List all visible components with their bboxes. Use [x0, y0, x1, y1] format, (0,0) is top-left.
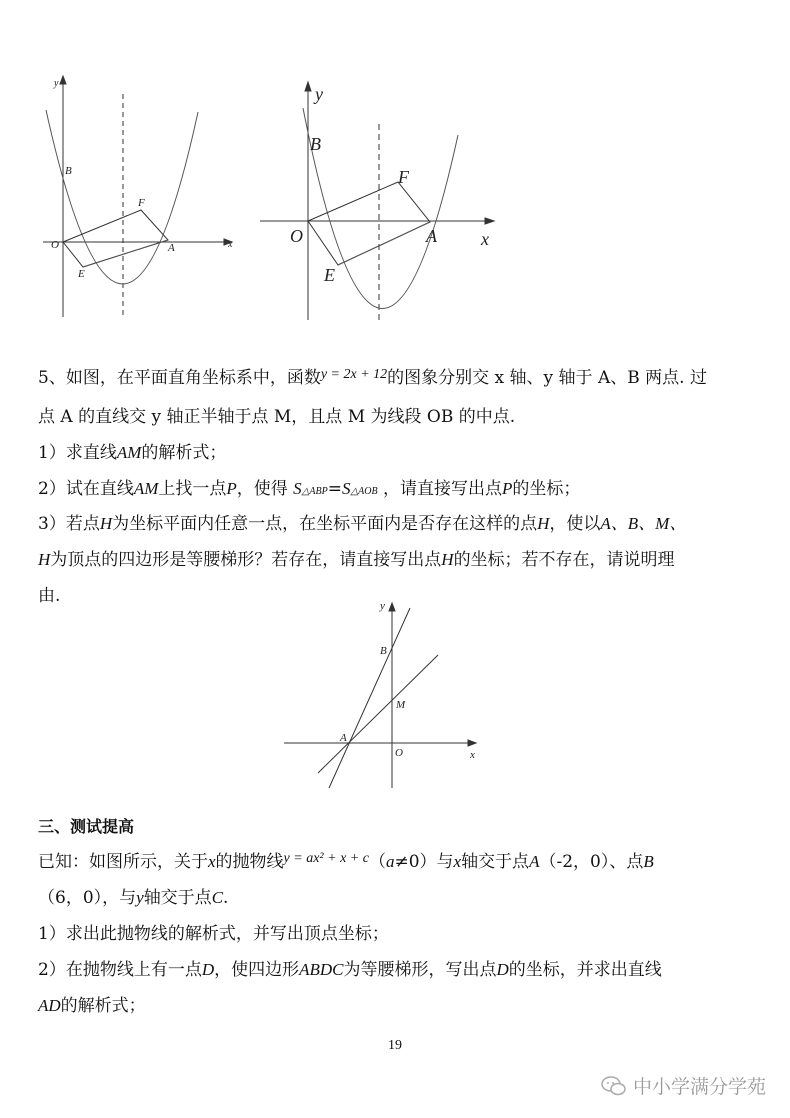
var: A、B、M、 [600, 514, 687, 533]
text: 2）在抛物线上有一点 [38, 960, 202, 980]
text: 的解析式； [60, 996, 146, 1016]
var: x [453, 852, 462, 871]
watermark-text: 中小学满分学苑 [632, 1076, 766, 1098]
text: ，使得 [236, 479, 288, 499]
problem5-question2 [38, 477, 758, 504]
var: AM [116, 443, 142, 462]
problem5-line2 [38, 405, 758, 429]
section3-question2-cont [38, 994, 758, 1018]
var: H [38, 550, 51, 569]
text: ，使四边形 [214, 960, 300, 980]
y-axis-arrow [60, 76, 66, 84]
var: H [99, 514, 113, 533]
text: 2）试在直线 [38, 479, 134, 499]
label-x: x [228, 239, 233, 250]
label-O: O [290, 226, 303, 246]
label-A: A [168, 242, 175, 254]
var: A [529, 852, 540, 871]
x-axis-arrow [485, 218, 494, 224]
section3-question2 [38, 958, 758, 982]
text: ，使以 [549, 514, 601, 534]
text: （6，0），与 [38, 888, 137, 908]
var: ABDC [299, 960, 344, 979]
text: 的解析式； [141, 443, 227, 463]
figure-lines [280, 598, 480, 793]
var: AM [133, 479, 159, 498]
line-AM [318, 655, 438, 773]
var: y [136, 888, 144, 907]
figure-parabola-large [258, 80, 503, 325]
text: 的坐标； [512, 479, 581, 499]
rectangle-OEAF [308, 182, 430, 265]
label-E: E [78, 268, 85, 280]
text: 为等腰梯形，写出点 [343, 960, 497, 980]
var: P [501, 479, 513, 498]
label-y: y [315, 84, 323, 104]
line-AB [329, 608, 410, 788]
label-B: B [65, 165, 72, 177]
text: ，请直接写出点 [382, 479, 502, 499]
var: H [537, 514, 550, 533]
y-axis-arrow [389, 603, 395, 611]
text: 由. [38, 586, 61, 606]
x-axis-arrow [468, 740, 476, 746]
label-B: B [310, 134, 321, 154]
watermark [601, 1072, 766, 1099]
var: P [226, 479, 237, 498]
section3-question1 [38, 922, 758, 946]
var: AD [38, 996, 61, 1015]
section-title: 三、测试提高 [38, 817, 135, 836]
section3-line2 [38, 886, 758, 910]
segment-EF [83, 240, 168, 267]
label-O: O [395, 747, 403, 759]
parabola-curve [46, 110, 198, 284]
label-F: F [138, 197, 145, 209]
problem5-question3 [38, 512, 758, 536]
text: 1）求出此抛物线的解析式，并写出顶点坐标； [38, 924, 389, 944]
text: 3）若点 [38, 514, 100, 534]
var: H [441, 550, 454, 569]
label-F: F [398, 167, 409, 187]
segment-EA [338, 222, 430, 265]
text: （-2，0）、点 [539, 852, 644, 872]
label-O: O [51, 239, 59, 251]
text: 为坐标平面内任意一点，在坐标平面内是否存在这样的点 [112, 514, 538, 534]
label-x: x [481, 229, 489, 249]
text: 1）求直线 [38, 443, 117, 463]
var: C [211, 888, 224, 907]
formula-parabola: y = ax² + x + c [283, 851, 369, 866]
text: 的坐标；若不存在，请说明理 [453, 550, 675, 570]
var: D [201, 960, 215, 979]
text: 的抛物线 [215, 852, 284, 872]
var: B [643, 852, 654, 871]
label-x: x [470, 749, 475, 761]
text: 轴交于点 [461, 852, 530, 872]
equals: = [327, 479, 342, 499]
label-y: y [380, 600, 385, 612]
text: 点 A 的直线交 y 轴正半轴于点 M，且点 M 为线段 OB 的中点. [38, 407, 516, 427]
problem5-question1 [38, 441, 758, 465]
text: 上找一点 [158, 479, 227, 499]
problem5-question3-cont [38, 548, 758, 572]
text: 的图象分别交 x 轴、y 轴于 A、B 两点. 过 [387, 368, 707, 388]
problem5-line1 [38, 366, 758, 392]
text: 轴交于点 [143, 888, 212, 908]
text: 5、如图，在平面直角坐标系中，函数 [38, 368, 321, 388]
area-symbol: S [341, 479, 351, 498]
figure-parabola-small [38, 72, 248, 322]
var: a [385, 852, 395, 871]
text: 为顶点的四边形是等腰梯形？若存在，请直接写出点 [50, 550, 442, 570]
var: D [496, 960, 509, 979]
label-E: E [324, 265, 335, 285]
text: ≠0）与 [394, 852, 454, 872]
wechat-icon [601, 1075, 627, 1097]
area-symbol: S [293, 479, 302, 498]
label-A: A [340, 732, 347, 744]
label-M: M [396, 699, 406, 711]
text: . [223, 888, 229, 908]
formula-line: y = 2x + 12 [320, 367, 388, 382]
label-A: A [426, 226, 437, 246]
var: x [208, 852, 216, 871]
label-y: y [54, 78, 59, 89]
page-number: 19 [388, 1038, 402, 1053]
y-axis-arrow [305, 82, 311, 91]
label-B: B [380, 645, 387, 657]
text: 的坐标，并求出直线 [508, 960, 662, 980]
area-subscript: △ABP [301, 486, 328, 497]
area-subscript: △AOB [350, 486, 378, 497]
section3-line1 [38, 850, 758, 876]
text: （ [368, 852, 386, 872]
text: 已知：如图所示，关于 [38, 852, 208, 872]
